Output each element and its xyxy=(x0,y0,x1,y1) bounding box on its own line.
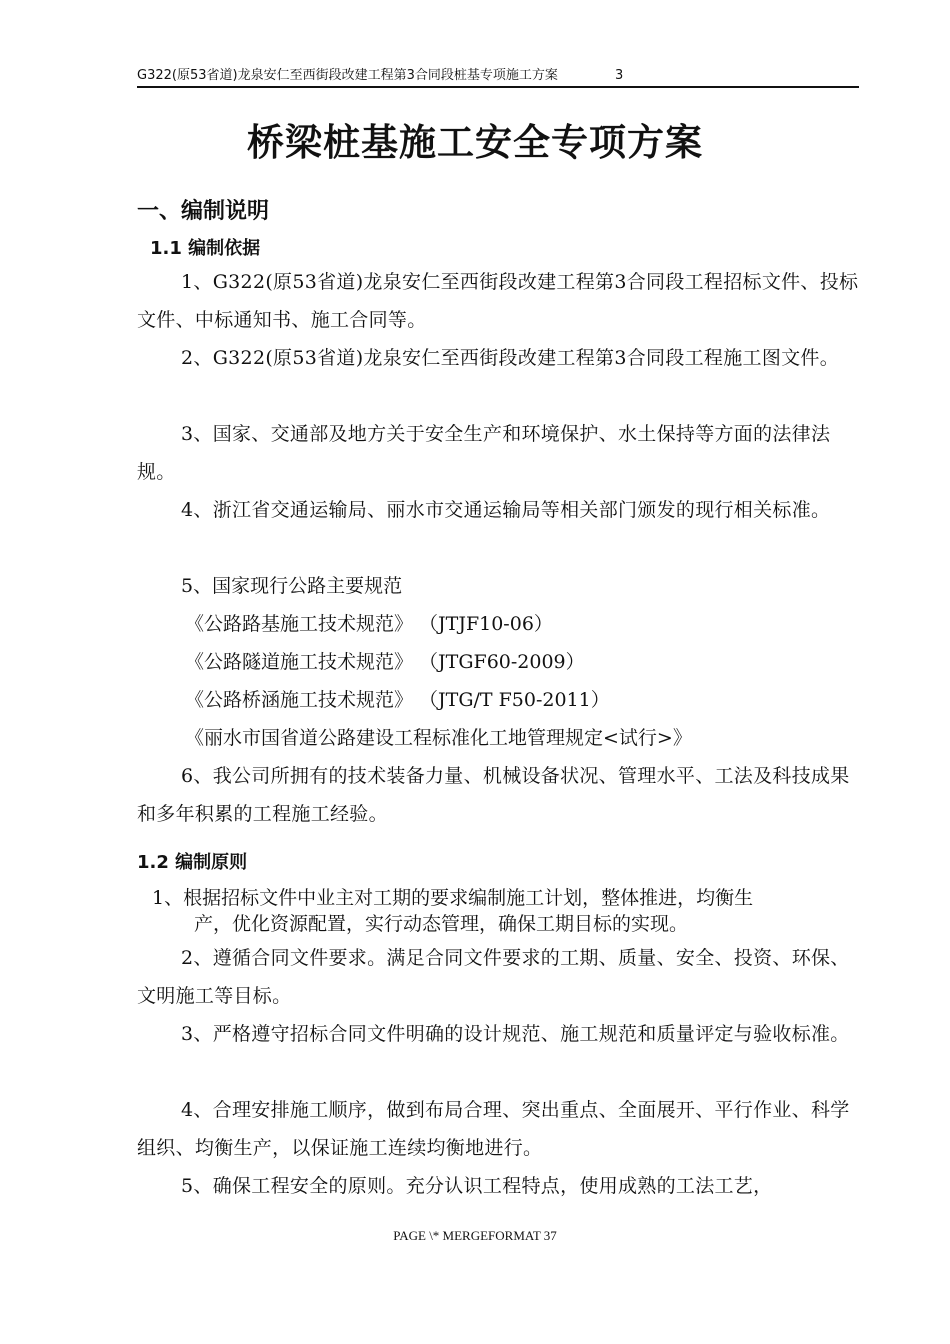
basis-item-1: 1、G322(原53省道)龙泉安仁至西街段改建工程第3合同段工程招标文件、投标文件、中标通知书、施工合同等。 xyxy=(137,271,859,331)
document-title: 桥梁桩基施工安全专项方案 xyxy=(247,121,703,164)
section-heading: 一、编制说明 xyxy=(137,199,270,224)
header-title: G322(原53省道)龙泉安仁至西街段改建工程第3合同段桩基专项施工方案 xyxy=(137,68,558,83)
principle-item-1-continuation: 产，优化资源配置，实行动态管理，确保工期目标的实现。 xyxy=(194,913,689,935)
basis-item-5: 5、国家现行公路主要规范 xyxy=(181,575,403,597)
page-header xyxy=(137,66,859,88)
header-page-number: 3 xyxy=(615,68,624,83)
basis-item-2: 2、G322(原53省道)龙泉安仁至西街段改建工程第3合同段工程施工图文件。 xyxy=(181,347,840,369)
principle-item-2: 2、遵循合同文件要求。满足合同文件要求的工期、质量、安全、投资、环保、文明施工等目标。 xyxy=(137,947,850,1007)
basis-item-3: 3、国家、交通部及地方关于安全生产和环境保护、水土保持等方面的法律法规。 xyxy=(137,423,831,483)
principle-item-4: 4、合理安排施工顺序，做到布局合理、突出重点、全面展开、平行作业、科学组织、均衡生产，以保证施工连续均衡地进行。 xyxy=(137,1099,850,1159)
spec-reference: 《公路桥涵施工技术规范》 （JTG/T F50-2011） xyxy=(185,689,610,711)
page-footer: PAGE \* MERGEFORMAT 37 xyxy=(393,1228,557,1243)
subsection-heading-1-1: 1.1 编制依据 xyxy=(150,238,261,259)
basis-item-6: 6、我公司所拥有的技术装备力量、机械设备状况、管理水平、工法及科技成果和多年积累的工程施工经验。 xyxy=(137,765,850,825)
principle-item-3: 3、严格遵守招标合同文件明确的设计规范、施工规范和质量评定与验收标准。 xyxy=(181,1023,850,1045)
principle-item-5: 5、确保工程安全的原则。充分认识工程特点，使用成熟的工法工艺， xyxy=(181,1175,773,1197)
subsection-heading-1-2: 1.2 编制原则 xyxy=(137,852,248,873)
spec-reference: 《公路路基施工技术规范》 （JTJF10-06） xyxy=(185,613,553,635)
principle-item-1 xyxy=(152,885,858,937)
principle-item-1-first-line: 1、根据招标文件中业主对工期的要求编制施工计划，整体推进，均衡生 xyxy=(152,887,754,909)
basis-item-4: 4、浙江省交通运输局、丽水市交通运输局等相关部门颁发的现行相关标准。 xyxy=(181,499,831,521)
spec-reference: 《丽水市国省道公路建设工程标准化工地管理规定<试行>》 xyxy=(185,727,692,749)
spec-reference: 《公路隧道施工技术规范》 （JTGF60-2009） xyxy=(185,651,585,673)
